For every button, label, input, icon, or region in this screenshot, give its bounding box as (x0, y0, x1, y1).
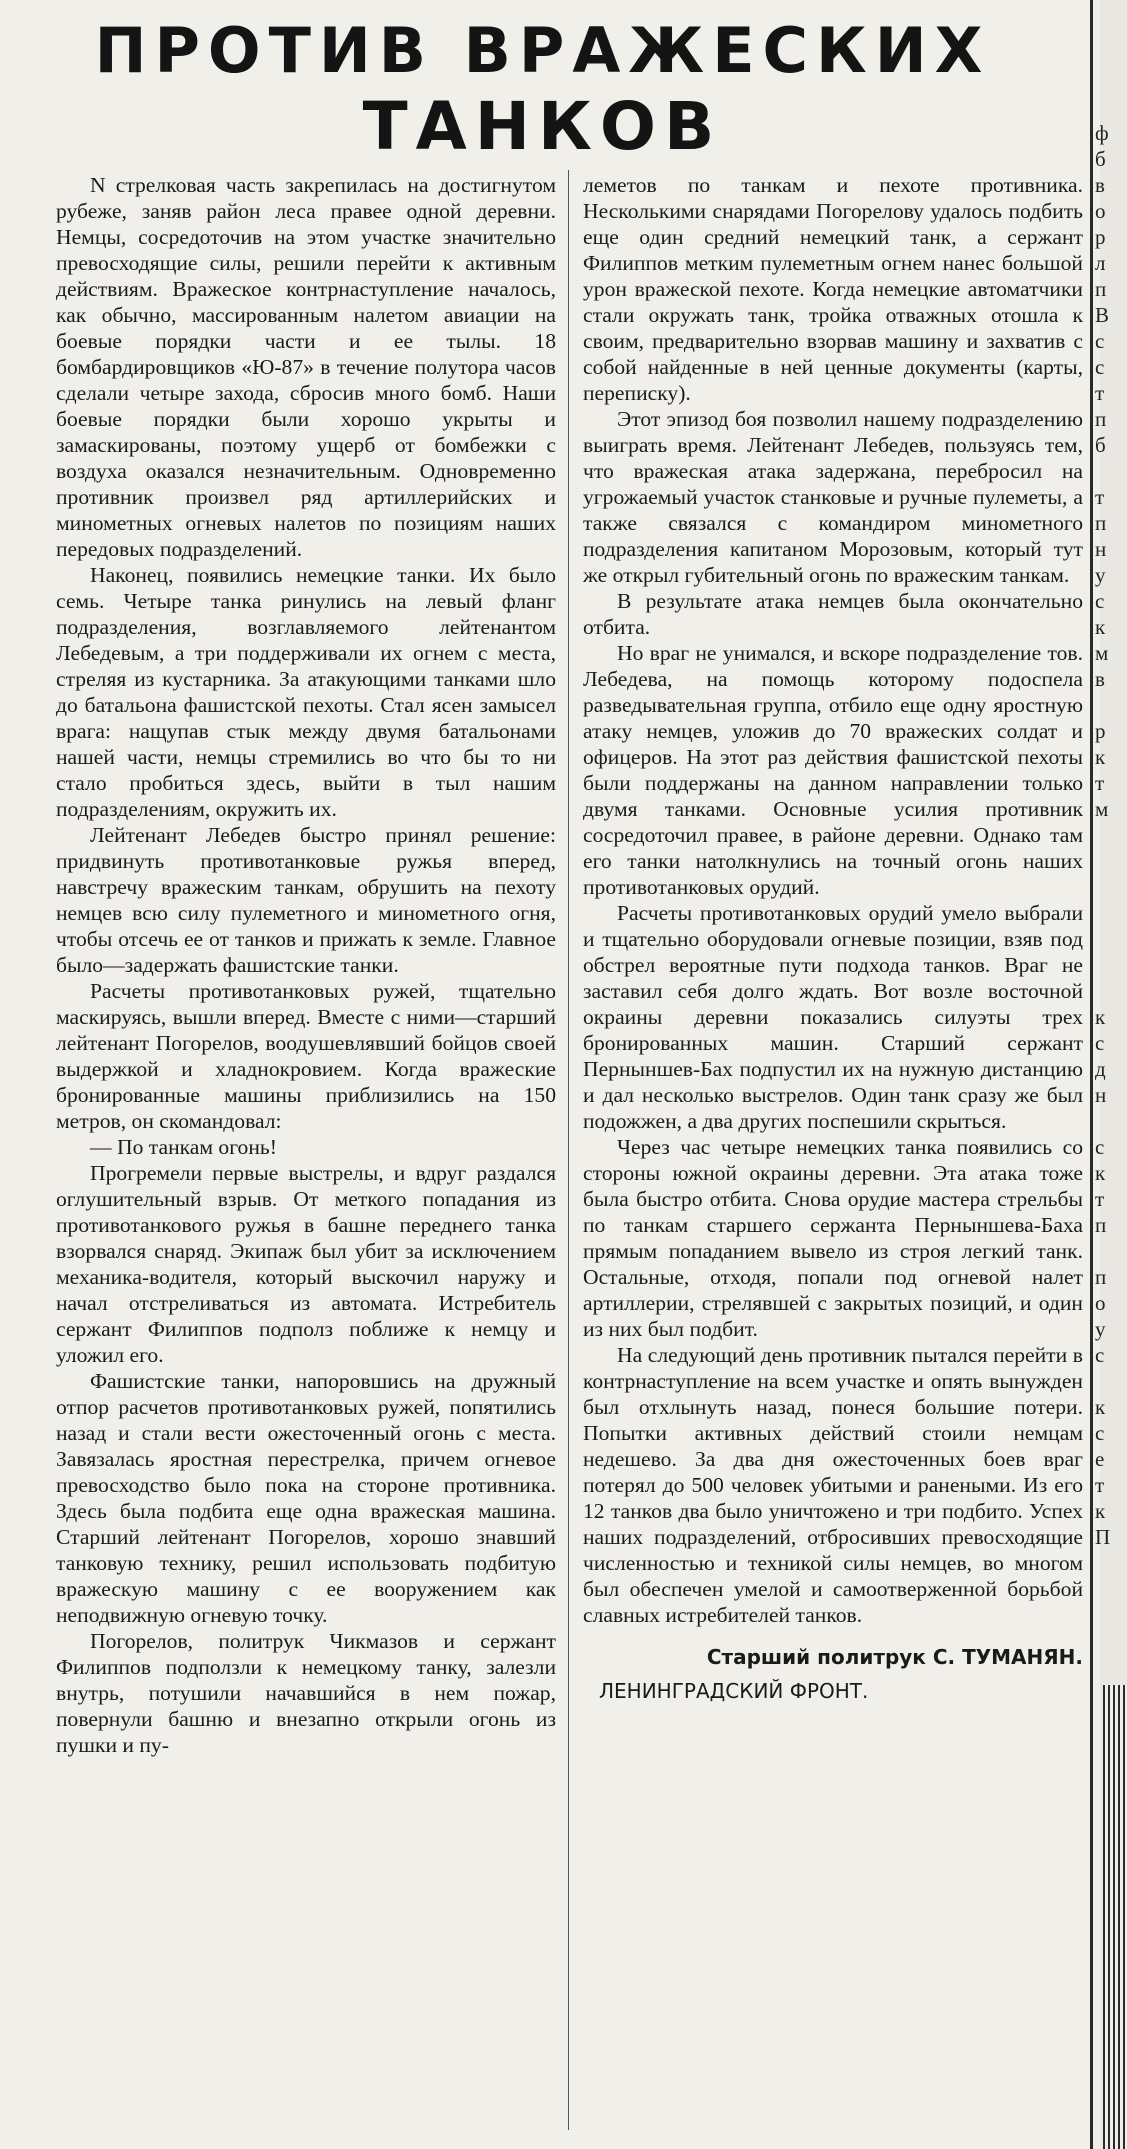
adjacent-text-fragment: л (1095, 251, 1106, 275)
adjacent-text-fragment: п (1095, 1265, 1107, 1289)
adjacent-text-fragment: о (1095, 199, 1106, 223)
adjacent-text-fragment: с (1095, 589, 1105, 613)
article-column-2 (583, 172, 1083, 1704)
author-signature: Старший политрук С. ТУМАНЯН. (706, 1645, 1083, 1669)
paragraph: Погорелов, политрук Чикмазов и сержант Филиппов подползли к немецкому танку, залезли внутрь, потушили начавшийся в нем пожар, повернули башню и внезапно открыли огонь из пушки и пу- (56, 1629, 556, 1757)
adjacent-text-fragment: П (1095, 1525, 1111, 1549)
adjacent-text-fragment (1095, 1108, 1127, 1134)
adjacent-text-fragment (1095, 874, 1127, 900)
adjacent-text-fragment: р (1095, 225, 1106, 249)
adjacent-text-fragment: В (1095, 303, 1110, 327)
adjacent-text-fragment: п (1095, 1213, 1107, 1237)
front-dateline: ЛЕНИНГРАДСКИЙ ФРОНТ. (599, 1679, 869, 1703)
paragraph: Фашистские танки, напоровшись на дружный отпор расчетов противотанковых ружей, попятились назад и стали вести ожесточенный огонь с места. Завязалась яростная перестрелка, причем огневое превосходство было пока на стороне противника. Здесь была подбита еще одна вражеская машина. Старший лейтенант Погорелов, хорошо знавший танковую технику, решил использовать подбитую вражескую машину с ее вооружением как неподвижную огневую точку. (56, 1369, 556, 1627)
adjacent-text-fragment: д (1095, 1057, 1106, 1081)
page-edge-rule (1090, 0, 1093, 2149)
adjacent-text-fragment: т (1095, 485, 1105, 509)
adjacent-text-fragment (1095, 926, 1127, 952)
adjacent-text-fragment: в (1095, 667, 1105, 691)
adjacent-text-fragment: б (1095, 147, 1106, 171)
adjacent-text-fragment (1095, 1368, 1127, 1394)
adjacent-text-fragment (1095, 848, 1127, 874)
adjacent-text-fragment (1095, 692, 1127, 718)
adjacent-text-fragment: с (1095, 1421, 1105, 1445)
adjacent-text-fragment: у (1095, 563, 1106, 587)
adjacent-text-fragment (1095, 952, 1127, 978)
headline-line-1: ПРОТИВ ВРАЖЕСКИХ (94, 14, 991, 87)
adjacent-text-fragment (1095, 1238, 1127, 1264)
adjacent-text-fragment: к (1095, 1395, 1106, 1419)
adjacent-text-fragment: к (1095, 615, 1106, 639)
adjacent-text-fragment (1095, 822, 1127, 848)
adjacent-text-fragment: м (1095, 641, 1109, 665)
adjacent-text-fragment (1095, 900, 1127, 926)
adjacent-text-fragment: т (1095, 771, 1105, 795)
adjacent-text-fragment: р (1095, 719, 1106, 743)
adjacent-text-fragment: с (1095, 1031, 1105, 1055)
adjacent-text-fragment: ф (1095, 121, 1109, 145)
adjacent-column-fragment (1095, 120, 1127, 1660)
adjacent-text-fragment: т (1095, 1473, 1105, 1497)
adjacent-text-fragment: о (1095, 1291, 1106, 1315)
adjacent-text-fragment: н (1095, 1083, 1107, 1107)
adjacent-text-fragment: к (1095, 745, 1106, 769)
paragraph: Но враг не унимался, и вскоре подразделение тов. Лебедева, на помощь которому подоспела разведывательная группа, отбило еще одну яростную атаку немцев, уложив до 70 вражеских солдат и офицеров. На этот раз действия фашистской пехоты были поддержаны на данном направлении только двумя танками. Основные усилия противник сосредоточил правее, в районе деревни. Однако там его танки натолкнулись на точный огонь наших противотанковых орудий. (583, 641, 1083, 899)
adjacent-text-fragment: е (1095, 1447, 1105, 1471)
paragraph: Прогремели первые выстрелы, и вдруг раздался оглушительный взрыв. От меткого попадания из противотанкового ружья в башне переднего танка взорвался снаряд. Экипаж был убит за исключением механика-водителя, который выскочил наружу и начал отстреливаться из автомата. Истребитель сержант Филиппов подполз поближе к немцу и уложил его. (56, 1161, 556, 1367)
adjacent-text-fragment: м (1095, 797, 1109, 821)
adjacent-text-fragment: с (1095, 1135, 1105, 1159)
adjacent-text-fragment: в (1095, 173, 1105, 197)
paragraph: Через час четыре немецких танка появились со стороны южной окраины деревни. Эта атака тоже была быстро отбита. Снова орудие мастера стрельбы по танкам старшего сержанта Перныншева-Баха прямым попаданием вывело из строя легкий танк. Остальные, отходя, попали под огневой налет артиллерии, стрелявшей с закрытых позиций, и один из них был подбит. (583, 1135, 1083, 1341)
adjacent-text-fragment (1095, 978, 1127, 1004)
adjacent-text-fragment: т (1095, 381, 1105, 405)
adjacent-text-fragment: п (1095, 511, 1107, 535)
adjacent-text-fragment: т (1095, 1187, 1105, 1211)
paragraph: Расчеты противотанковых орудий умело выбрали и тщательно оборудовали огневые позиции, взяв под обстрел вероятные пути подхода танков. Враг не заставил себя долго ждать. Вот возле восточной окраины деревни показались силуэты трех бронированных машин. Старший сержант Перныншев-Бах подпустил их на нужную дистанцию и дал несколько выстрелов. Один танк сразу же был подожжен, а два других поспешили скрыться. (583, 901, 1083, 1133)
adjacent-text-fragment: с (1095, 355, 1105, 379)
adjacent-text-fragment: к (1095, 1005, 1106, 1029)
adjacent-text-fragment: у (1095, 1317, 1106, 1341)
paragraph: леметов по танкам и пехоте противника. Несколькими снарядами Погорелову удалось подбить еще один средний немецкий танк, а сержант Филиппов метким пулеметным огнем нанес большой урон вражеской пехоте. Когда немецкие автоматчики стали окружать танк, тройка отважных отошла к своим, предварительно взорвав машину и захватив с собой найденные в ней ценные документы (карты, переписку). (583, 173, 1083, 405)
adjacent-text-fragment: н (1095, 537, 1107, 561)
adjacent-text-fragment: б (1095, 433, 1106, 457)
adjacent-text-fragment: п (1095, 277, 1107, 301)
paragraph: Расчеты противотанковых ружей, тщательно маскируясь, вышли вперед. Вместе с ними—старший лейтенант Погорелов, воодушевлявший бойцов своей выдержкой и хладнокровием. Когда вражеские бронированные машины приблизились на 150 метров, он скомандовал: (56, 979, 556, 1133)
adjacent-text-fragment: к (1095, 1161, 1106, 1185)
paragraph: Лейтенант Лебедев быстро принял решение: придвинуть противотанковые ружья вперед, навстречу вражеским танкам, обрушить на пехоту немцев всю силу пулеметного и минометного огня, чтобы отсечь ее от танков и прижать к земле. Главное было—задержать фашистские танки. (56, 823, 556, 977)
paragraph: Этот эпизод боя позволил нашему подразделению выиграть время. Лейтенант Лебедев, пользуясь тем, что вражеская атака задержана, перебросил на угрожаемый участок станковые и ручные пулеметы, а также связался с командиром минометного подразделения капитаном Морозовым, который тут же открыл губительный огонь по вражеским танкам. (583, 407, 1083, 587)
headline-line-2: ТАНКОВ (362, 88, 723, 165)
column-divider (568, 170, 569, 2130)
hatched-border (1103, 1685, 1127, 2149)
adjacent-text-fragment: к (1095, 1499, 1106, 1523)
article-column-1 (56, 172, 556, 1758)
paragraph: N стрелковая часть закрепилась на достигнутом рубеже, заняв район леса правее одной деревни. Немцы, сосредоточив на этом участке значительно превосходящие силы, решили перейти к активным действиям. Вражеское контрнаступление началось, как обычно, массированным налетом авиации на боевые порядки части и ее тылы. 18 бомбардировщиков «Ю-87» в течение полутора часов сделали четыре захода, сбросив много бомб. Наши боевые порядки были хорошо укрыты и замаскированы, поэтому ущерб от бомбежки с воздуха оказался незначительным. Одновременно противник произвел ряд артиллерийских и минометных огневых налетов по позициям наших передовых подразделений. (56, 173, 556, 561)
paragraph: — По танкам огонь! (90, 1135, 277, 1159)
adjacent-text-fragment: п (1095, 407, 1107, 431)
paragraph: В результате атака немцев была окончательно отбита. (583, 589, 1083, 639)
paragraph: Наконец, появились немецкие танки. Их было семь. Четыре танка ринулись на левый фланг подразделения, возглавляемого лейтенантом Лебедевым, а три поддерживали их огнем с места, стреляя из кустарника. За атакующими танками шло до батальона фашистской пехоты. Стал ясен замысел врага: нащупав стык между двумя батальонами нашей части, немцы стремились во что бы то ни стало пробиться здесь, выйти в тыл нашим подразделениям, окружить их. (56, 563, 556, 821)
adjacent-text-fragment: с (1095, 329, 1105, 353)
paragraph: На следующий день противник пытался перейти в контрнаступление на всем участке и опять вынужден был отхлынуть назад, понеся большие потери. Попытки активных действий стоили немцам недешево. За два дня ожесточенных боев враг потерял до 500 человек убитыми и ранеными. Из его 12 танков два было уничтожено и три подбито. Успех наших подразделений, отбросивших превосходящие численностью и техникой силы немцев, во многом был обеспечен умелой и самоотверженной борьбой славных истребителей танков. (583, 1343, 1083, 1627)
adjacent-text-fragment: с (1095, 1343, 1105, 1367)
adjacent-text-fragment (1095, 458, 1127, 484)
